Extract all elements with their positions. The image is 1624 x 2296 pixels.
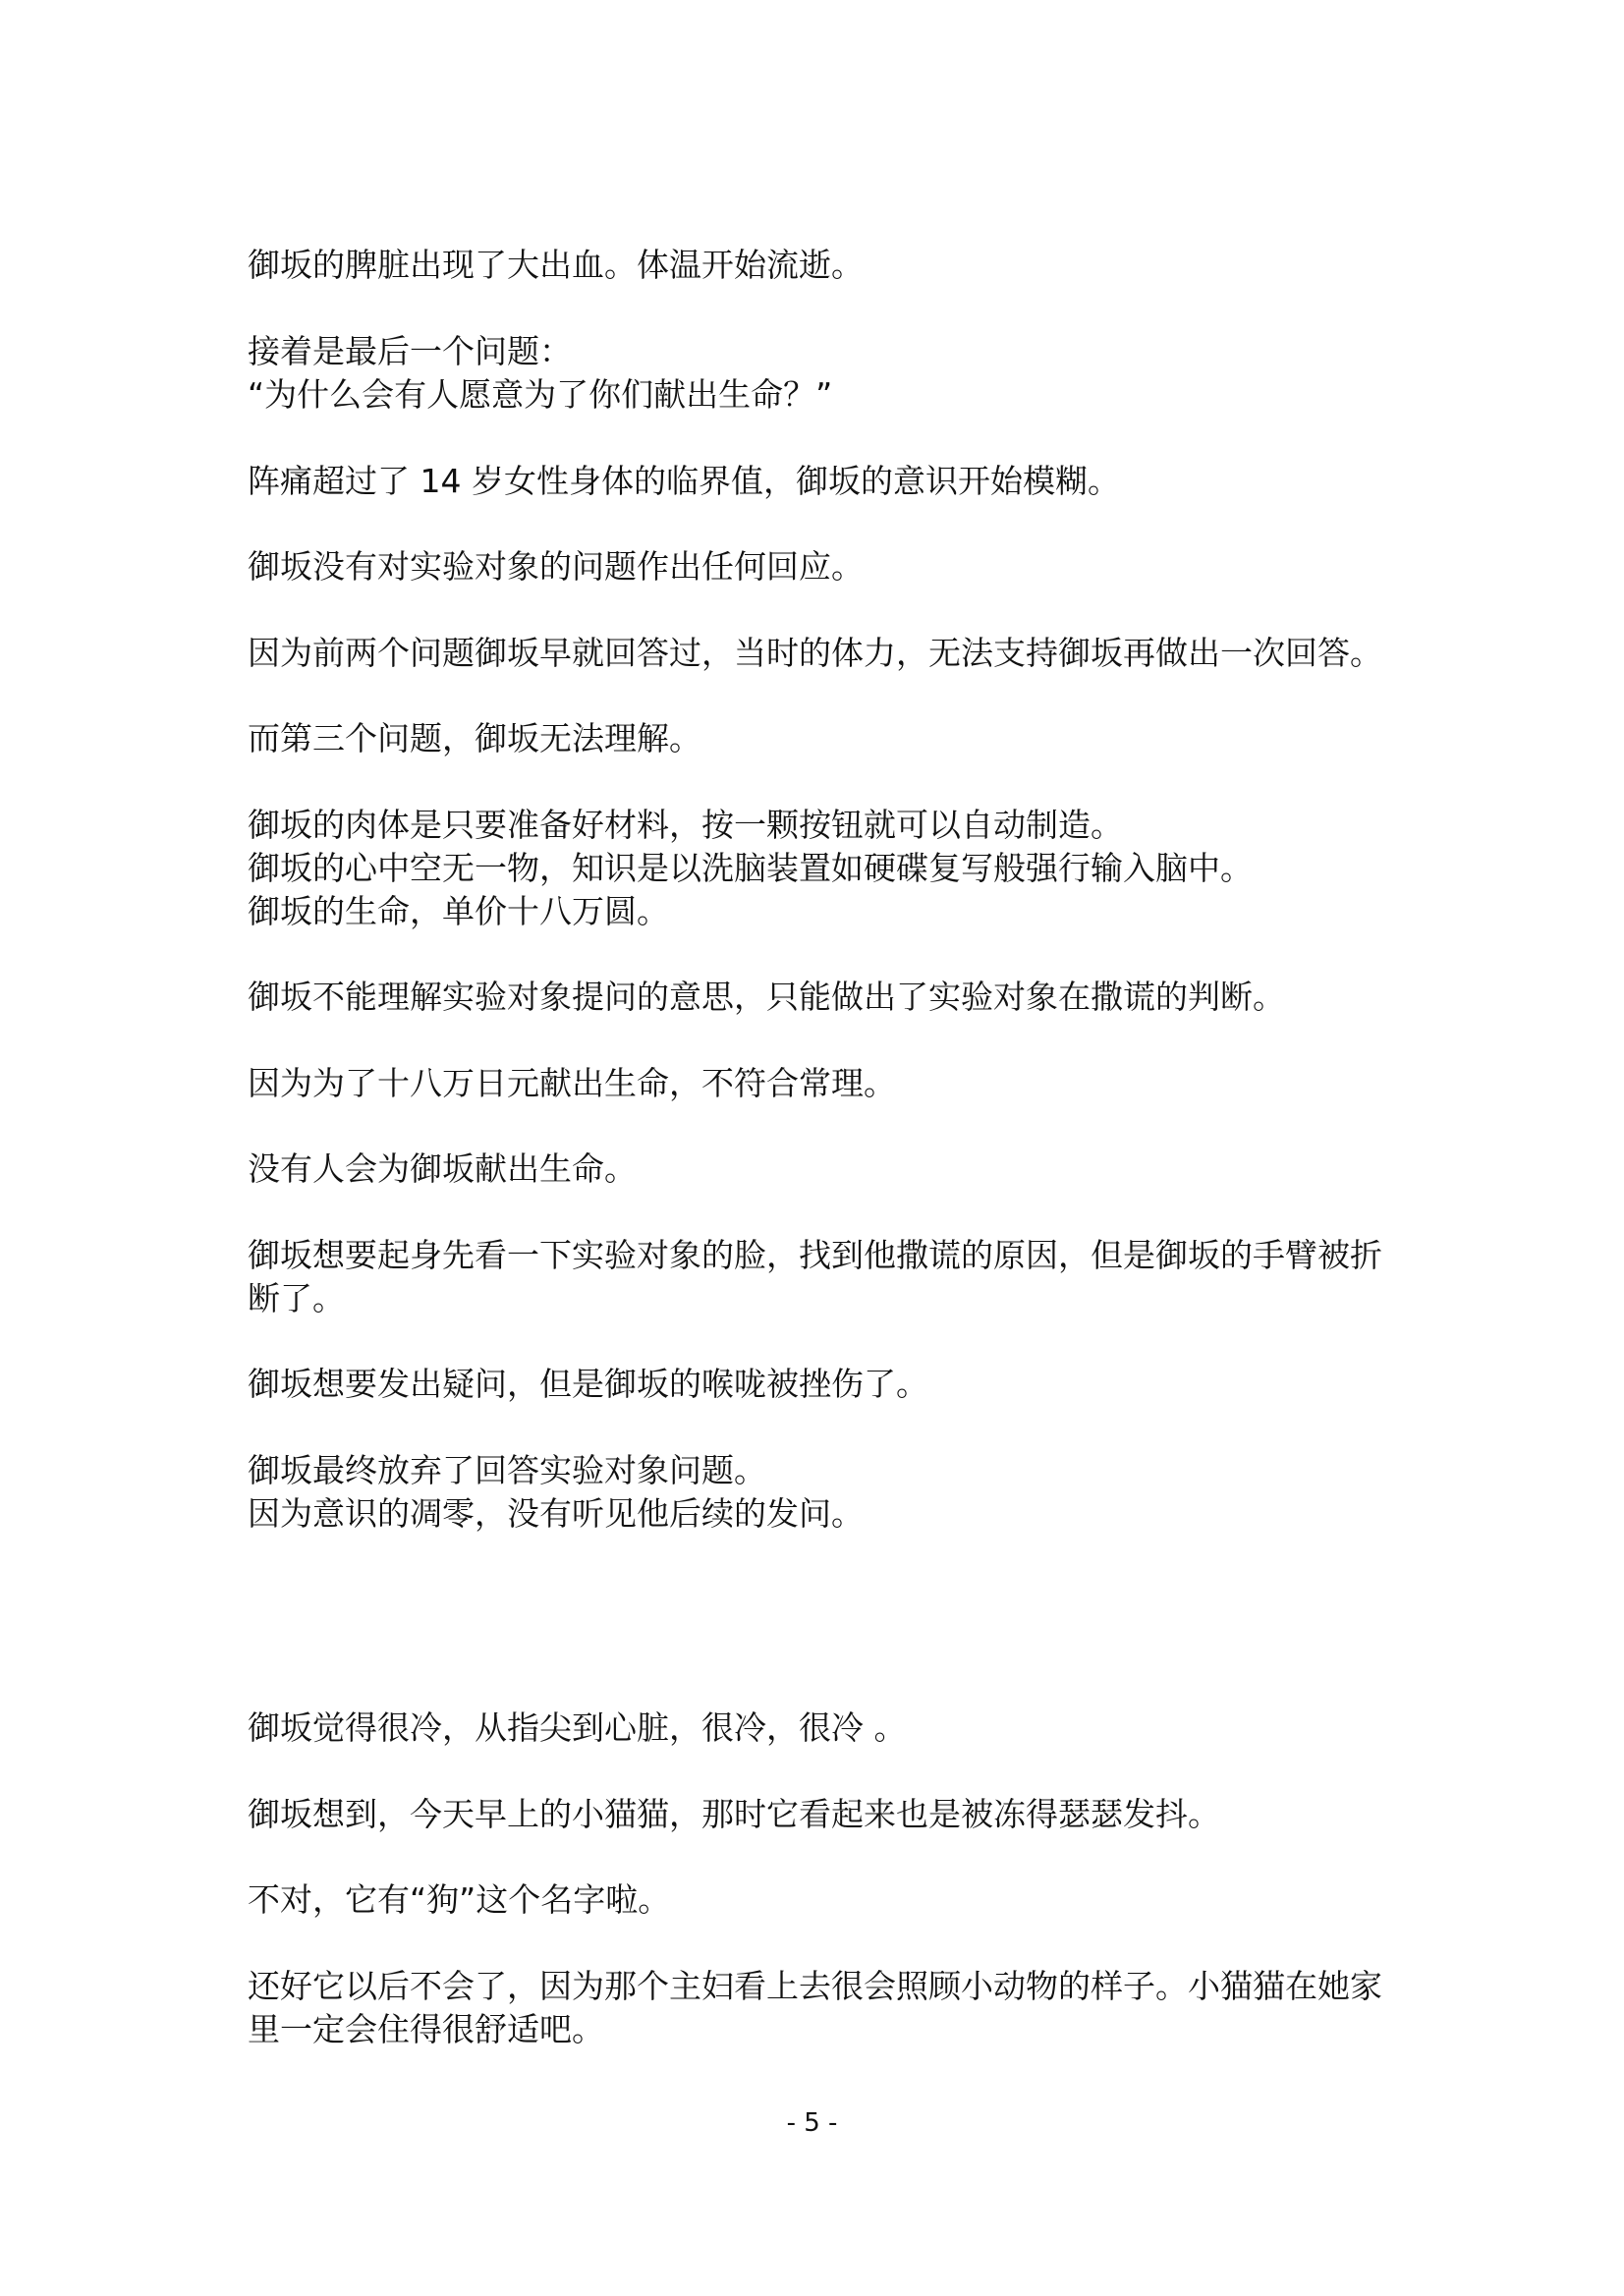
text-line: 御坂的生命，单价十八万圆。 xyxy=(248,892,669,930)
paragraph xyxy=(248,1965,1407,2051)
text-line: 接着是最后一个问题： xyxy=(248,332,572,370)
paragraph xyxy=(248,632,1407,675)
paragraph xyxy=(248,1148,1407,1191)
paragraph xyxy=(248,804,1407,933)
text-line: 御坂的肉体是只要准备好材料，按一颗按钮就可以自动制造。 xyxy=(248,806,1123,844)
text-line: 御坂没有对实验对象的问题作出任何回应。 xyxy=(248,547,864,586)
paragraph xyxy=(248,1234,1407,1320)
paragraph xyxy=(248,1363,1407,1406)
paragraph xyxy=(248,1062,1407,1105)
text-line: 因为前两个问题御坂早就回答过，当时的体力，无法支持御坂再做出一次回答。 xyxy=(248,634,1382,672)
text-line: 御坂不能理解实验对象提问的意思，只能做出了实验对象在撒谎的判断。 xyxy=(248,978,1285,1016)
text-line: 御坂想要起身先看一下实验对象的脸，找到他撒谎的原因，但是御坂的手臂被折 xyxy=(248,1236,1382,1274)
text-line: 断了。 xyxy=(248,1279,345,1317)
text-line: 御坂觉得很冷，从指尖到心脏，很冷，很冷 。 xyxy=(248,1708,907,1747)
paragraph xyxy=(248,1707,1407,1750)
text-line: 而第三个问题，御坂无法理解。 xyxy=(248,719,701,757)
text-line: 里一定会住得很舒适吧。 xyxy=(248,2010,604,2048)
text-line: 没有人会为御坂献出生命。 xyxy=(248,1149,637,1188)
text-line: 御坂的心中空无一物，知识是以洗脑装置如硬碟复写般强行输入脑中。 xyxy=(248,849,1253,887)
text-line: 不对，它有“狗”这个名字啦。 xyxy=(248,1880,671,1919)
paragraph xyxy=(248,460,1407,503)
text-line: 御坂最终放弃了回答实验对象问题。 xyxy=(248,1451,766,1489)
paragraph xyxy=(248,717,1407,760)
text-line: 御坂想到，今天早上的小猫猫，那时它看起来也是被冻得瑟瑟发抖。 xyxy=(248,1795,1220,1833)
text-line: “为什么会有人愿意为了你们献出生命？” xyxy=(248,375,833,414)
paragraph xyxy=(248,1878,1407,1922)
text-line: 因为为了十八万日元献出生命，不符合常理。 xyxy=(248,1064,896,1102)
text-line: 御坂的脾脏出现了大出血。体温开始流逝。 xyxy=(248,246,864,284)
paragraph xyxy=(248,976,1407,1019)
text-line: 因为意识的凋零，没有听见他后续的发问。 xyxy=(248,1494,864,1533)
paragraph xyxy=(248,330,1407,417)
text-line: 阵痛超过了 14 岁女性身体的临界值，御坂的意识开始模糊。 xyxy=(248,462,1120,500)
text-line: 还好它以后不会了，因为那个主妇看上去很会照顾小动物的样子。小猫猫在她家 xyxy=(248,1967,1382,2005)
paragraph xyxy=(248,1793,1407,1836)
paragraph xyxy=(248,545,1407,588)
paragraph xyxy=(248,1449,1407,1536)
paragraph xyxy=(248,244,1407,287)
text-line: 御坂想要发出疑问，但是御坂的喉咙被挫伤了。 xyxy=(248,1365,928,1403)
page-number: - 5 - xyxy=(786,2108,838,2138)
